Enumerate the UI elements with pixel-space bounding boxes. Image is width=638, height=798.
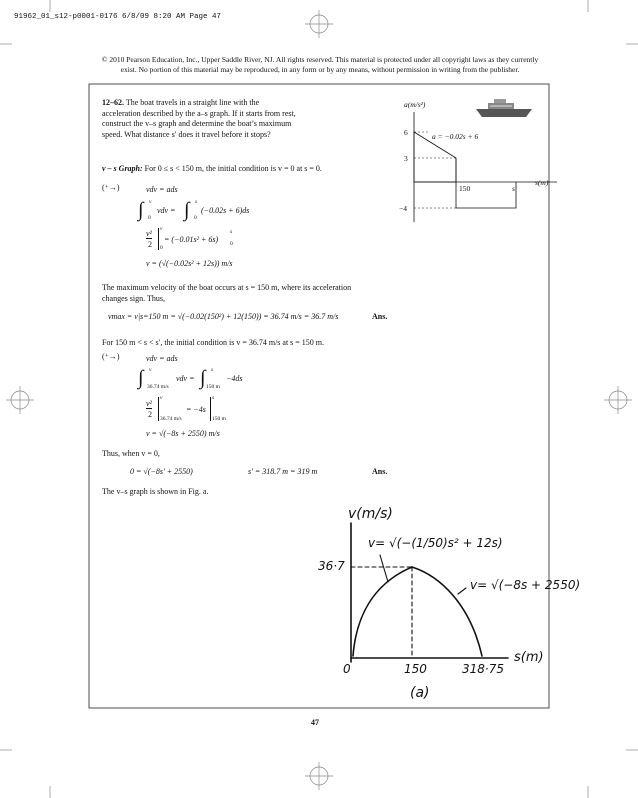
problem-number: 12–62.	[102, 98, 124, 107]
thus-text: Thus, when v = 0,	[102, 449, 160, 458]
eval-lower-0c: 0	[230, 241, 233, 247]
eval-upper-v2: v	[160, 395, 163, 401]
vmax-equation: vmax = v|s=150 m = √(−0.02(150²) + 12(150)) = 36.74 m/s = 36.7 m/s	[108, 312, 339, 321]
eq9-zero: 0 = √(−8s′ + 2550)	[130, 467, 193, 476]
copyright-notice: © 2010 Pearson Education, Inc., Upper Saddle River, NJ. All rights reserved. This material is protected under all copyright laws as they currently exist. No portion of this material may be reproduced, in any form or by any means, without permission in writing from the publisher.	[101, 55, 539, 74]
eq-vdv-ads-1: vdv = ads	[146, 185, 178, 194]
direction-arrow-2: (⁺→)	[102, 352, 120, 361]
pointer-left	[380, 555, 388, 582]
pointer-right	[458, 588, 466, 594]
hand-y-tick: 36·7	[318, 559, 345, 573]
s-axis-label: s(m)	[535, 178, 549, 187]
hand-s-axis-label: s(m)	[514, 650, 544, 665]
s-tick-150: 150	[459, 184, 471, 193]
frac-den-2: 2	[148, 410, 152, 419]
max-velocity-text: The maximum velocity of the boat occurs at s = 150 m, where its acceleration changes sign. Thus,	[102, 283, 352, 303]
answer-label-2: Ans.	[372, 467, 388, 476]
direction-arrow-1: (⁺→)	[102, 183, 120, 192]
hand-x-tick-end: 318·75	[462, 662, 504, 676]
eval-upper-s: s	[230, 229, 233, 235]
vs-graph-heading-line: v – s Graph: For 0 ≤ s < 150 m, the initial condition is v = 0 at s = 0.	[102, 164, 322, 173]
page-number: 47	[311, 718, 319, 727]
eq2-lhs: vdv =	[157, 206, 176, 215]
curve-accelerating	[353, 567, 412, 656]
eq-vdv-ads-2: vdv = ads	[146, 354, 178, 363]
hand-origin: 0	[343, 662, 351, 676]
hand-eq-right: v= √(−8s + 2550)	[470, 578, 581, 592]
eq4-velocity: v = (√(−0.02s² + 12s)) m/s	[146, 259, 233, 268]
integral-lower-150: 150 m	[206, 384, 220, 390]
a-tick-3: 3	[404, 154, 408, 163]
second-interval-text: For 150 m < s < s′, the initial condition is v = 36.74 m/s at s = 150 m.	[102, 338, 325, 347]
integral-upper-v2: v	[149, 367, 152, 373]
eq3-rhs: = (−0.01s² + 6s)	[164, 235, 219, 244]
hand-eq-left: v= √(−(1/50)s² + 12s)	[368, 536, 503, 550]
frac-num-2: v²	[146, 399, 152, 408]
a-axis-label: a(m/s²)	[404, 100, 426, 109]
integral-lower-0: 0	[148, 215, 151, 221]
a-equation-label: a = −0.02s + 6	[432, 132, 479, 141]
integral-sign-3: ∫	[138, 367, 144, 389]
integral-upper-v: v	[149, 199, 152, 205]
a-tick-6: 6	[404, 128, 408, 137]
integral-lower-3674: 36.74 m/s	[147, 384, 169, 390]
integral-upper-s: s	[195, 199, 198, 205]
integral-sign-1: ∫	[138, 199, 144, 221]
vs-figure-reference: The v–s graph is shown in Fig. a.	[102, 487, 209, 496]
file-info-header: 91962_01_s12-p0001-0176 6/8/09 8:20 AM Page 47	[14, 13, 222, 21]
frac-num: v²	[146, 229, 152, 238]
eval-lower-0: 0	[160, 245, 163, 251]
hand-x-tick-150: 150	[404, 662, 427, 676]
integral-lower-0b: 0	[194, 215, 197, 221]
eval-upper-s2: s	[212, 395, 215, 401]
hand-v-axis-label: v(m/s)	[348, 506, 393, 522]
eval-upper-v: v	[160, 226, 163, 232]
eval-lower-150: 150 m	[212, 416, 226, 422]
hand-figure-caption: (a)	[410, 685, 430, 701]
eq9-sprime: s′ = 318.7 m = 319 m	[248, 467, 318, 476]
s-tick-sprime: s′	[512, 184, 517, 193]
eq6-lhs: vdv =	[176, 374, 195, 383]
integral-sign-4: ∫	[200, 367, 206, 389]
integral-sign-2: ∫	[184, 199, 190, 221]
eq7-rhs: = −4s	[186, 405, 206, 414]
eval-lower-3674: 36.74 m/s	[160, 416, 182, 422]
frac-den: 2	[148, 240, 152, 249]
answer-label-1: Ans.	[372, 312, 388, 321]
integral-upper-s2: s	[211, 367, 214, 373]
problem-statement: 12–62. The boat travels in a straight line with the acceleration described by the a–s graph. If it starts from rest, construct the v–s graph and determine the boat’s maximum speed. What distance s′ does it travel before it stops?	[102, 98, 296, 139]
eq6-rhs: −4ds	[226, 374, 243, 383]
eq8-velocity: v = √(−8s + 2550) m/s	[146, 429, 220, 438]
eq2-rhs: (−0.02s + 6)ds	[201, 206, 250, 215]
a-tick-neg4: −4	[399, 204, 407, 213]
